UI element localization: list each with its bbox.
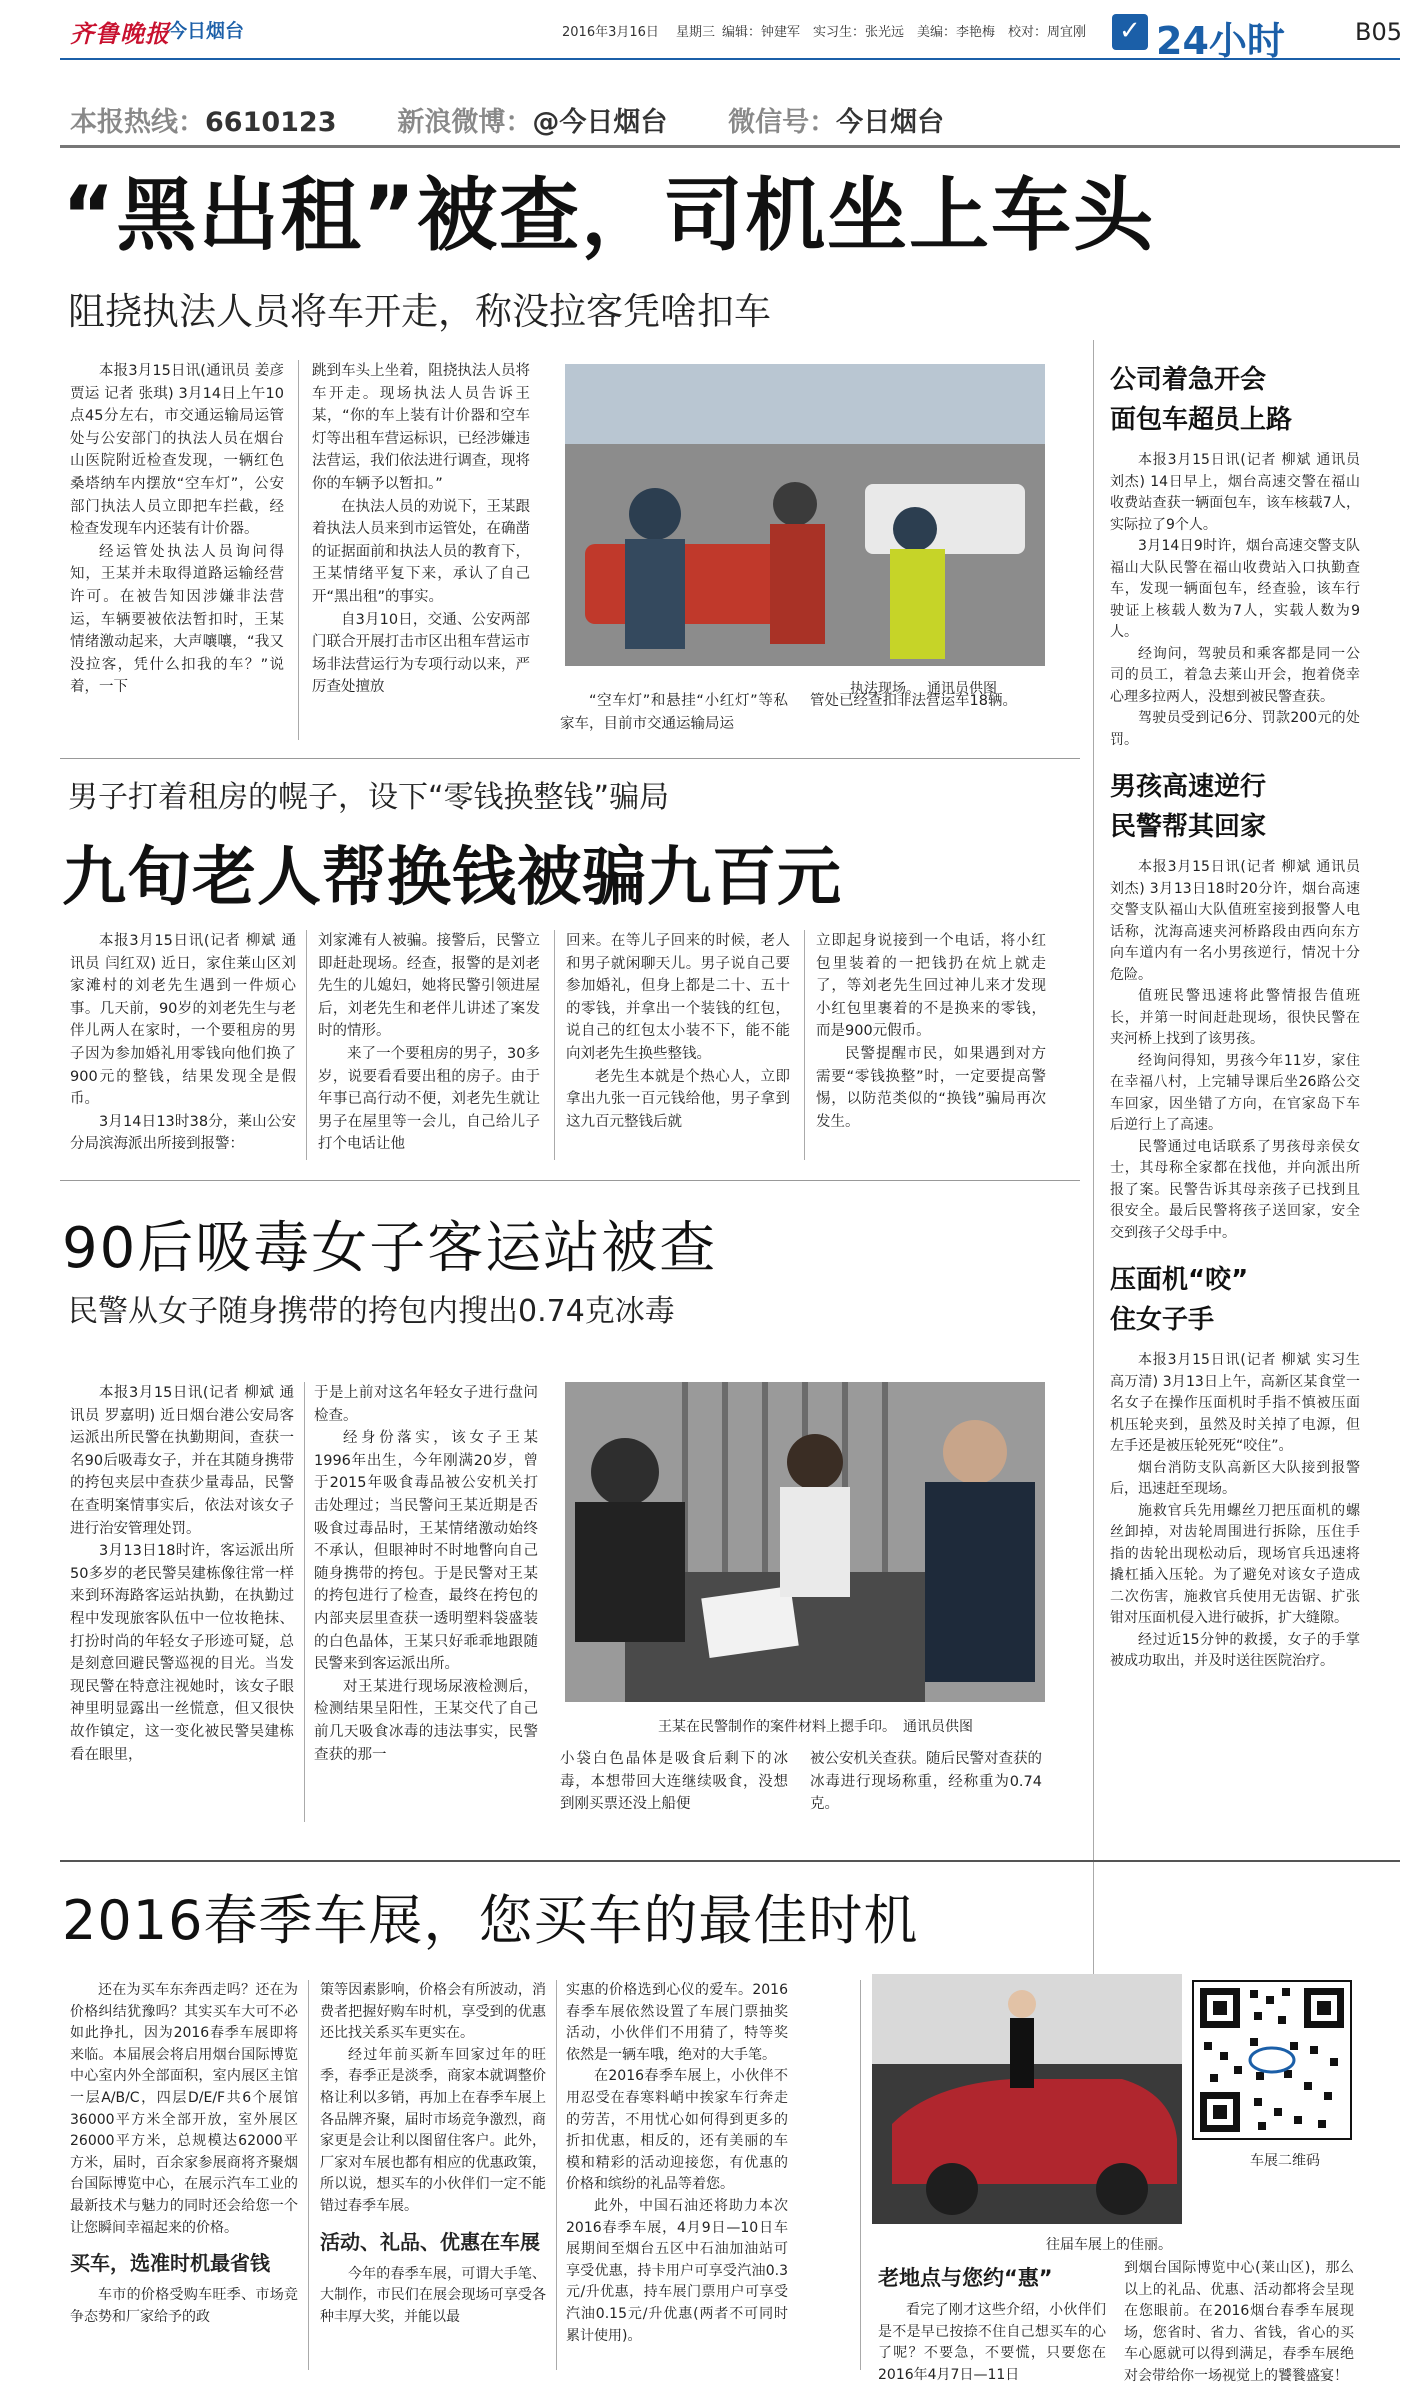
sidebar-item2-body bbox=[1110, 857, 1360, 1244]
hotline-number: 6610123 bbox=[205, 107, 337, 138]
sidebar-item2-title-1: 男孩高速逆行 bbox=[1110, 772, 1267, 802]
sidebar bbox=[1110, 360, 1360, 1673]
story4-col2 bbox=[320, 1980, 546, 2328]
story3-col1 bbox=[70, 1382, 294, 1766]
story4-photo-caption: 往届车展上的佳丽。 bbox=[1046, 2237, 1172, 2253]
story2-col2 bbox=[318, 930, 540, 1156]
logo: 齐鲁晚报 bbox=[70, 19, 170, 48]
story3-col1-p1: 本报3月15日讯(记者 柳斌 通讯员 罗嘉明) 近日烟台港公安局客运派出所民警在执勤期间，查获一名90后吸毒女子，并在其随身携带的挎包夹层中查获少量毒品，民警在查明案情事实后，依法对该女子进行治安管理处罚。 bbox=[70, 1385, 294, 1537]
contact-rule bbox=[60, 145, 1400, 148]
main-right-divider bbox=[1093, 340, 1094, 1980]
story1-photo bbox=[565, 364, 1045, 666]
sidebar-item3-title-2: 住女子手 bbox=[1110, 1305, 1215, 1335]
story2-col1-p2: 3月14日13时38分，莱山公安分局滨海派出所接到报警： bbox=[70, 1113, 296, 1153]
story2-col3 bbox=[566, 930, 790, 1133]
story3-under-right bbox=[810, 1748, 1042, 1816]
story4-col3-p3: 此外，中国石油还将助力本次2016春季车展，4月9日—10日车展期间至烟台五区中石油加油站可享受优惠，持卡用户可享受汽油0.3元/升优惠，持车展门票用户可享受汽油0.15元/升优惠(两者不可同时累计使用)。 bbox=[566, 2197, 788, 2344]
story1-col2 bbox=[312, 360, 530, 699]
story4-top-rule bbox=[60, 1860, 1400, 1862]
sidebar-item1-p3: 经询问，驾驶员和乘客都是同一公司的员工，着急去莱山开会，抱着侥幸心理多拉两人，没想到被民警查获。 bbox=[1110, 645, 1360, 705]
story2-top-rule bbox=[60, 758, 1080, 759]
story4-divider-3 bbox=[860, 1980, 861, 2370]
story2-divider-2 bbox=[554, 930, 555, 1160]
story3-under-left bbox=[560, 1748, 788, 1816]
story3-photo bbox=[565, 1382, 1045, 1702]
story3-photo-caption: 王某在民警制作的案件材料上摁手印。 通讯员供图 bbox=[658, 1719, 973, 1735]
story2-divider-1 bbox=[306, 930, 307, 1160]
qr-code[interactable] bbox=[1192, 1980, 1352, 2140]
story3-col2-p1: 于是上前对这名年轻女子进行盘问检查。 bbox=[314, 1385, 538, 1424]
story4-col2-p2: 经过年前买新车回家过年的旺季，春季正是淡季，商家本就调整价格让利以多销，再加上在春季车展上各品牌齐聚，届时市场竞争激烈，商家更是会让利以图留住客户。此外，厂家对车展也都有相应的优惠政策，所以说，想买车的小伙伴们一定不能错过春季车展。 bbox=[320, 2046, 546, 2214]
sidebar-item1-title-1: 公司着急开会 bbox=[1110, 365, 1267, 395]
story1-under-right-p: 管处已经查扣非法营运车18辆。 bbox=[810, 693, 1017, 709]
story4-col3-p1: 实惠的价格选到心仪的爱车。2016春季车展依然设置了车展门票抽奖活动，小伙伴们不用猜了，特等奖依然是一辆车哦，绝对的大手笔。 bbox=[566, 1982, 788, 2063]
sidebar-item2-p4: 民警通过电话联系了男孩母亲侯女士，其母称全家都在找他，并向派出所报了案。民警告诉其母亲孩子已找到且很安全。最后民警将孩子送回家，安全交到孩子父母手中。 bbox=[1110, 1138, 1360, 1241]
story1-col2-p1: 跳到车头上坐着，阻挠执法人员将车开走。现场执法人员告诉王某，“你的车上装有计价器和空车灯等出租车营运标识，已经涉嫌违法营运，我们依法进行调查，现将你的车辆予以暂扣。” bbox=[312, 363, 530, 492]
story3-divider bbox=[304, 1382, 305, 1822]
editors-line: 编辑：钟建军 实习生：张光远 美编：李艳梅 校对：周宜刚 bbox=[722, 25, 1087, 40]
story3-col1-p2: 3月13日18时许，客运派出所50多岁的老民警吴建栋像往常一样来到环海路客运站执勤，在执勤过程中发现旅客队伍中一位妆艳抹、打扮时尚的年轻女子形迹可疑，总是刻意回避民警巡视的目光。当发现民警在特意注视她时，该女子眼神里明显露出一丝慌意，但又很快故作镇定，这一变化被民警吴建栋看在眼里， bbox=[70, 1543, 294, 1763]
story3-under-left-p: 小袋白色晶体是吸食后剩下的冰毒，本想带回大连继续吸食，没想到刚买票还没上船便 bbox=[560, 1751, 788, 1813]
story4-col1-subhead: 买车，选准时机最省钱 bbox=[70, 2251, 270, 2276]
sidebar-item3-p1: 本报3月15日讯(记者 柳斌 实习生 高万清) 3月13日上午，高新区某食堂一名女子在操作压面机时手指不慎被压面机压轮夹到，虽然及时关掉了电源，但左手还是被压轮死死“咬住”。 bbox=[1110, 1352, 1360, 1454]
story3-col2-p2: 经身份落实，该女子王某1996年出生，今年刚满20岁，曾于2015年吸食毒品被公安机关打击处理过；当民警问王某近期是否吸食过毒品时，王某情绪激动始终不承认，但眼神时不时地瞥向自己随身携带的挎包。于是民警对王某的挎包进行了检查，最终在挎包的内部夹层里查获一透明塑料袋盛装的白色晶体，王某只好乖乖地跟随民警来到客运派出所。 bbox=[314, 1430, 538, 1673]
sidebar-item2-p3: 经询问得知，男孩今年11岁，家住在幸福八村，上完辅导课后坐26路公交车回家，因坐错了方向，在官家岛下车后逆行上了高速。 bbox=[1110, 1052, 1360, 1133]
sidebar-item3-body bbox=[1110, 1350, 1360, 1673]
story4-col5-p1: 到烟台国际博览中心(莱山区)，那么以上的礼品、优惠、活动都将会呈现在您眼前。在2016烟台春季车展现场，您省时、省力、省钱，省心的买车心愿就可以得到满足，春季车展绝对会带给你一场视觉上的饕餮盛宴！ bbox=[1124, 2260, 1354, 2384]
page-number: B05 bbox=[1355, 18, 1403, 46]
story3-under-right-p: 被公安机关查获。随后民警对查获的冰毒进行现场称重，经称重为0.74克。 bbox=[810, 1751, 1042, 1813]
story1-col1-p1: 本报3月15日讯(通讯员 姜彦 贾运 记者 张琪) 3月14日上午10点45分左右，市交通运输局运管处与公安部门的执法人员在烟台山医院附近检查发现，一辆红色桑塔纳车内摆放“空车灯”，公安部门执法人员立即把车拦截，经检查发现车内还装有计价器。 bbox=[70, 363, 284, 538]
fingerprint-scene-image bbox=[565, 1382, 1045, 1702]
story1-under-right bbox=[810, 690, 1042, 713]
contact-bar bbox=[70, 100, 944, 139]
channel-name: 24小时 bbox=[1156, 19, 1285, 63]
sidebar-item2-p2: 值班民警迅速将此警情报告值班长，并第一时间赶赴现场，很快民警在夹河桥上找到了该男孩。 bbox=[1110, 988, 1360, 1047]
sidebar-item3-p3: 施救官兵先用螺丝刀把压面机的螺丝卸掉，对齿轮周围进行拆除，压住手指的齿轮出现松动后，现场官兵迅速将撬杠插入压轮。为了避免对该女子造成二次伤害，施救官兵使用无齿锯、扩张钳对压面机侵入进行破拆，扩大缝隙。 bbox=[1110, 1502, 1360, 1626]
story2-col2-p1: 刘家滩有人被骗。接警后，民警立即赶赴现场。经查，报警的是刘老先生的儿媳妇，她将民警引领进屋后，刘老先生和老伴儿讲述了案发时的情形。 bbox=[318, 933, 540, 1040]
enforcement-scene-image bbox=[565, 364, 1045, 666]
date-line: 2016年3月16日 bbox=[562, 25, 659, 40]
story4-col4 bbox=[878, 2300, 1106, 2386]
story1-col2-p2: 在执法人员的劝说下，王某跟着执法人员来到市运管处，在确凿的证据面前和执法人员的教育下，王某情绪平复下来，承认了自己开“黑出租”的事实。 bbox=[312, 498, 530, 605]
story2-kicker: 男子打着租房的幌子，设下“零钱换整钱”骗局 bbox=[68, 780, 670, 815]
story4-divider-1 bbox=[308, 1980, 309, 2370]
hotline-label: 本报热线： bbox=[70, 107, 205, 138]
story2-col4-p1: 立即起身说接到一个电话，将小红包里装着的一把钱扔在炕上就走了，等刘老先生回过神儿来才发现小红包里裹着的不是换来的零钱，而是900元假币。 bbox=[816, 933, 1046, 1040]
story3-col2-p3: 对王某进行现场尿液检测后，检测结果呈阳性，王某交代了自己前几天吸食冰毒的违法事实，民警查获的那一 bbox=[314, 1678, 538, 1763]
weekday: 星期三 bbox=[676, 25, 716, 40]
story1-under-left-p: “空车灯”和悬挂“小红灯”等私家车，目前市交通运输局运 bbox=[560, 693, 788, 732]
sidebar-item3-p2: 烟台消防支队高新区大队接到报警后，迅速赶至现场。 bbox=[1110, 1459, 1360, 1497]
sidebar-item2-title-2: 民警帮其回家 bbox=[1110, 812, 1267, 842]
sidebar-item1-p1: 本报3月15日讯(记者 柳斌 通讯员 刘杰) 14日早上，烟台高速交警在福山收费站查获一辆面包车，该车核载7人，实际拉了9个人。 bbox=[1110, 452, 1360, 533]
story2-divider-3 bbox=[804, 930, 805, 1160]
section-name: 今日烟台 bbox=[168, 20, 245, 42]
story4-col2-p1: 策等因素影响，价格会有所波动，消费者把握好购车时机，享受到的优惠还比找关系买车更实在。 bbox=[320, 1982, 546, 2042]
story3-top-rule bbox=[60, 1180, 1080, 1181]
story2-col4-p2: 民警提醒市民，如果遇到对方需要“零钱换整”时，一定要提高警惕，以防范类似的“换钱”骗局再次发生。 bbox=[816, 1045, 1046, 1130]
story4-col4-subhead: 老地点与您约“惠” bbox=[878, 2266, 1053, 2290]
sidebar-item1-title-2: 面包车超员上路 bbox=[1110, 405, 1293, 435]
story2-col1-p1: 本报3月15日讯(记者 柳斌 通讯员 闫红双) 近日，家住莱山区刘家滩村的刘老先生遇到一件烦心事。几天前，90岁的刘老先生与老伴儿两人在家时，一个要租房的男子因为参加婚礼用零钱向他们换了900元的整钱，结果发现全是假币。 bbox=[70, 933, 296, 1108]
sidebar-item2-p1: 本报3月15日讯(记者 柳斌 通讯员 刘杰) 3月13日18时20分许，烟台高速交警支队福山大队值班室接到报警人电话称，沈海高速夹河桥路段由西向东方向车道内有一名小男孩逆行，情况十分危险。 bbox=[1110, 859, 1360, 983]
story4-headline: 2016春季车展，您买车的最佳时机 bbox=[62, 1889, 919, 1952]
qr-code-icon bbox=[1194, 1982, 1350, 2138]
weibo-handle: @今日烟台 bbox=[532, 107, 668, 138]
story4-col1 bbox=[70, 1980, 298, 2328]
story4-col5 bbox=[1124, 2258, 1354, 2388]
story1-subhead: 阻挠执法人员将车开走，称没拉客凭啥扣车 bbox=[68, 290, 771, 333]
sidebar-item1-p2: 3月14日9时许，烟台高速交警支队福山大队民警在福山收费站入口执勤查车，发现一辆面包车，经查验，该车行驶证上核载人数为7人，实载人数为9人。 bbox=[1110, 538, 1360, 640]
story1-divider bbox=[298, 360, 299, 740]
story4-col2-subhead: 活动、礼品、优惠在车展 bbox=[320, 2229, 540, 2254]
sidebar-item3-title-1: 压面机“咬” bbox=[1110, 1265, 1249, 1295]
story4-col1-p2: 车市的价格受购车旺季、市场竞争态势和厂家给予的政 bbox=[70, 2287, 298, 2325]
story4-photo bbox=[872, 1974, 1182, 2224]
story1-col2-p3: 自3月10日，交通、公安两部门联合开展打击市区出租车营运市场非法营运行为专项行动以来，严厉查处擅放 bbox=[312, 611, 530, 696]
sidebar-item1-body bbox=[1110, 450, 1360, 751]
check-arrow-icon: ✓ bbox=[1119, 16, 1141, 46]
story1-col1 bbox=[70, 360, 284, 699]
story2-col3-p1: 回来。在等儿子回来的时候，老人和男子就闲聊天儿。男子说自己要参加婚礼，但身上都是二十、五十的零钱，并拿出一个装钱的红包，说自己的红包太小装不下，能不能向刘老先生换些整钱。 bbox=[566, 933, 790, 1062]
wechat-label: 微信号： bbox=[728, 107, 837, 138]
story1-col1-p2: 经运管处执法人员询问得知，王某并未取得道路运输经营许可。在被告知因涉嫌非法营运，车辆要被依法暂扣时，王某情绪激动起来，大声嚷嚷，“我又没拉客，凭什么扣我的车？”说着，一下 bbox=[70, 543, 284, 696]
car-show-model-image bbox=[872, 1974, 1182, 2224]
qr-caption: 车展二维码 bbox=[1250, 2153, 1320, 2169]
story4-col2-p3: 今年的春季车展，可谓大手笔、大制作，市民们在展会现场可享受各种丰厚大奖，并能以最 bbox=[320, 2265, 546, 2325]
sidebar-item1-p4: 驾驶员受到记6分、罚款200元的处罚。 bbox=[1110, 710, 1360, 748]
masthead-rule bbox=[60, 58, 1400, 60]
story2-col2-p2: 来了一个要租房的男子，30多岁，说要看看要出租的房子。由于年事已高行动不便，刘老先生就让男子在屋里等一会儿，自己给儿子打个电话让他 bbox=[318, 1045, 540, 1153]
story2-col1 bbox=[70, 930, 296, 1156]
story3-headline: 90后吸毒女子客运站被查 bbox=[62, 1216, 718, 1281]
story2-headline: 九旬老人帮换钱被骗九百元 bbox=[62, 841, 842, 915]
story4-col3-p2: 在2016春季车展上，小伙伴不用忍受在春寒料峭中挨家车行奔走的劳苦，不用忧心如何得到更多的折扣优惠，相反的，还有美丽的车模和精彩的活动迎接您，有优惠的价格和缤纷的礼品等着您。 bbox=[566, 2068, 788, 2193]
story4-divider-2 bbox=[556, 1980, 557, 2370]
story1-headline: “黑出租”被查，司机坐上车头 bbox=[62, 169, 1156, 262]
masthead bbox=[0, 0, 1417, 70]
channel-badge bbox=[1112, 14, 1148, 50]
story3-subhead: 民警从女子随身携带的挎包内搜出0.74克冰毒 bbox=[68, 1294, 675, 1329]
story3-col2 bbox=[314, 1382, 538, 1766]
story2-col4 bbox=[816, 930, 1046, 1133]
wechat-id: 今日烟台 bbox=[836, 107, 945, 138]
story4-col1-p1: 还在为买车东奔西走吗？还在为价格纠结犹豫吗？其实买车大可不必如此挣扎，因为2016春季车展即将来临。本届展会将启用烟台国际博览中心室内外全部面积，室内展区主馆一层A/B/C，四层D/E/F共6个展馆36000平方米全部开放，室外展区26000平方米，总规模达62000平方米，届时，百余家参展商将齐聚烟台国际博览中心，在展示汽车工业的最新技术与魅力的同时还会给您一个让您瞬间幸福起来的价格。 bbox=[70, 1982, 298, 2236]
story4-col4-p1: 看完了刚才这些介绍，小伙伴们是不是早已按捺不住自己想买车的心了呢？不要急，不要慌，只要您在2016年4月7日—11日 bbox=[878, 2302, 1106, 2383]
story1-photo-caption: 执法现场。 通讯员供图 bbox=[850, 681, 997, 697]
story2-col3-p2: 老先生本就是个热心人，立即拿出九张一百元钱给他，男子拿到这九百元整钱后就 bbox=[566, 1068, 790, 1130]
weibo-label: 新浪微博： bbox=[397, 107, 533, 138]
story1-under-left bbox=[560, 690, 788, 735]
sidebar-item3-p4: 经过近15分钟的救援，女子的手掌被成功取出，并及时送往医院治疗。 bbox=[1110, 1631, 1360, 1669]
story4-col3 bbox=[566, 1980, 788, 2347]
